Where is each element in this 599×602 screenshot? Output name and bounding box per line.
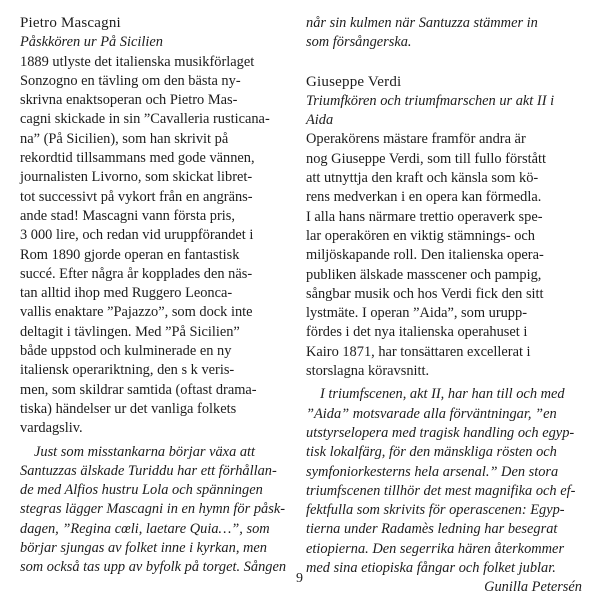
text-line: tiska) händelser ur det vanliga folkets — [20, 400, 237, 417]
text-line: triumfscenen tillhör det mest magnifika och ef- — [306, 482, 576, 499]
text-line: publiken älskade masscener och pampig, — [306, 266, 542, 283]
text-line: vardagsliv. — [20, 420, 83, 437]
text-line: de med Alfios hustru Lola och spänningen — [20, 482, 263, 499]
text-line: Operakörens mästare framför andra är — [306, 131, 526, 148]
text-line: rens medverkan i en opera kan förmedla. — [306, 189, 542, 206]
work-title — [306, 92, 582, 131]
text-line: succé. Efter några år kopplades den näs- — [20, 265, 253, 282]
text-line: tisk lokalfärg, för den mänskliga rösten och — [306, 444, 557, 461]
work-title: Påskkören ur På Sicilien — [20, 34, 163, 51]
text-line: rekordtid tillsammans med gode vännen, — [20, 150, 255, 167]
text-line: Triumfkören och triumfmarschen ur akt II i — [306, 92, 555, 109]
text-line: symfoniorkesterns hela arsenal.” Den stora — [306, 463, 559, 480]
text-line: tierna under Radamès ledning har besegrat — [306, 521, 558, 538]
text-line: I triumfscenen, akt II, har han till och med — [320, 386, 565, 403]
text-line: etiopierna. Den segerrika hären återkommer — [306, 540, 565, 557]
paragraph — [306, 130, 582, 381]
text-line: lystmäte. I operan ”Aida”, som urupp- — [306, 305, 527, 322]
text-line: når sin kulmen när Santuzza stämmer in — [306, 15, 538, 31]
paragraph-italic — [306, 385, 582, 578]
text-line: storslagna köravsnitt. — [306, 363, 430, 380]
text-line: fördes i det nya italienska operahuset i — [306, 324, 528, 341]
continuation-text — [306, 14, 582, 53]
text-line: na” (På Sicilien), som han skrivit på — [20, 130, 229, 147]
text-line: sångbar musik och hos Verdi fick den sitt — [306, 285, 544, 302]
text-line: ande stad! Mascagni vann första pris, — [20, 207, 235, 224]
text-line: både uppstod och kulminerade en ny — [20, 343, 232, 360]
text-line: Santuzzas älskade Turiddu har ett förhållan- — [20, 462, 277, 479]
author-signature: Gunilla Petersén — [484, 579, 582, 596]
text-line: Rom 1890 gjorde operan en fantastisk — [20, 246, 240, 263]
text-line: Sonzogno en tävling om den bästa ny- — [20, 72, 241, 89]
composer-heading: Giuseppe Verdi — [306, 73, 402, 90]
text-line: men, som skildrar samtida (oftast drama- — [20, 381, 257, 398]
text-line: skrivna enaktsoperan och Pietro Mas- — [20, 92, 238, 109]
text-line: 3 000 lire, och redan vid uruppförandet i — [20, 227, 254, 244]
text-line: Aida — [306, 112, 334, 129]
text-line: journalisten Livorno, som skickat libret- — [20, 169, 253, 186]
text-line: Kairo 1871, har tonsättaren excellerat i — [306, 343, 531, 360]
right-column — [306, 14, 582, 598]
paragraph-italic — [20, 443, 295, 578]
text-line: I alla hans närmare trettio operaverk spe- — [306, 208, 543, 225]
composer-heading: Pietro Mascagni — [20, 15, 121, 31]
text-line: Just som misstankarna börjar växa att — [34, 443, 256, 460]
paragraph — [20, 53, 295, 439]
text-line: deltagit i tävlingen. Med ”På Sicilien” — [20, 323, 240, 340]
text-line: tot successivt på vykort från en angräns- — [20, 188, 253, 205]
text-line: vallis enaktare ”Pajazzo”, som dock inte — [20, 304, 253, 321]
text-line: miljöskapande roll. Den italienska opera- — [306, 247, 544, 264]
page-number: 9 — [296, 571, 303, 586]
text-line: som också tas upp av byfolk på torget. Sången — [20, 559, 287, 576]
text-line: italiensk operariktning, den s k veris- — [20, 362, 235, 379]
text-line: cagni skickade in sin ”Cavalleria rusticana- — [20, 111, 270, 128]
text-line: utstyrselopera med tragisk handling och egyp- — [306, 424, 575, 441]
text-line: ”Aida” motsvarade alla förväntningar, ”en — [306, 405, 557, 422]
text-line: som försångerska. — [306, 34, 412, 51]
text-line: med sina etiopiska fångar och folket jublar. — [306, 560, 556, 577]
text-line: tan alltid ihop med Ruggero Leonca- — [20, 285, 233, 302]
left-column — [20, 14, 295, 578]
text-line: stegras lägger Mascagni in en hymn för påsk- — [20, 501, 285, 518]
text-line: 1889 utlyste det italienska musikförlaget — [20, 53, 255, 70]
text-line: fektfulla som skrivits för operascenen: Egyp- — [306, 502, 565, 519]
text-line: att utnyttja den kraft och känsla som kö- — [306, 170, 539, 187]
text-line: lar operakören en viktig stämnings- och — [306, 227, 535, 244]
text-line: dagen, ”Regina cœli, laetare Quia…”, som — [20, 520, 270, 537]
text-line: börjar sjungas av folket inne i kyrkan, men — [20, 540, 267, 557]
text-line: nog Giuseppe Verdi, som till fullo förstått — [306, 150, 546, 167]
